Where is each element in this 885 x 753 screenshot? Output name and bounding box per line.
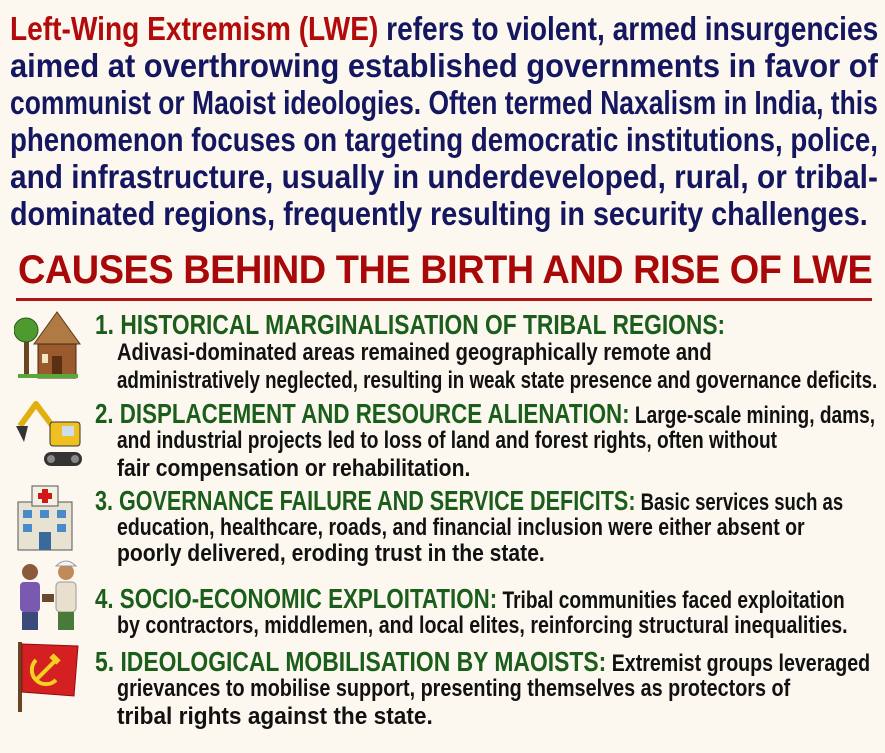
heading-divider [16,298,872,301]
intro-line: dominated regions, frequently resulting in security challenges. [10,195,868,232]
item-text: education, healthcare, roads, and financial inclusion were either absent or [117,514,805,541]
item-title: 3. GOVERNANCE FAILURE AND SERVICE DEFICITS: [95,485,636,516]
item-title: 5. IDEOLOGICAL MOBILISATION BY MAOISTS: [95,646,607,677]
intro-line [10,12,878,45]
item-text: Basic services such as [635,489,844,516]
tribal-hut-icon [14,308,82,382]
hospital-icon [14,482,76,552]
intro-line: and infrastructure, usually in underdeveloped, rural, or tribal- [10,158,878,195]
item-title: 4. SOCIO-ECONOMIC EXPLOITATION: [95,583,498,614]
item-title-line [95,585,845,613]
item-text: grievances to mobilise support, presenting themselves as protectors of [117,675,791,702]
item-title-line [95,400,875,428]
item-title-line [95,487,843,515]
item-text: tribal rights against the state. [117,703,433,730]
item-text: Extremist groups leveraged [606,650,871,677]
item-text: poorly delivered, eroding trust in the state. [117,540,545,567]
hammer-sickle-flag-icon [14,640,82,714]
item-text: by contractors, middlemen, and local elites, reinforcing structural inequalities. [117,612,848,639]
intro-line: communist or Maoist ideologies. Often termed Naxalism in India, this [10,84,878,121]
item-text: and industrial projects led to loss of land and forest rights, often without [117,427,778,454]
intro-text: refers to violent, armed insurgencies [378,10,879,47]
item-title: 1. HISTORICAL MARGINALISATION OF TRIBAL REGIONS: [95,309,726,340]
section-heading: CAUSES BEHIND THE BIRTH AND RISE OF LWE [18,248,873,292]
intro-line: aimed at overthrowing established governments in favor of [10,47,878,84]
item-title: 2. DISPLACEMENT AND RESOURCE ALIENATION: [95,398,630,429]
item-text: Large-scale mining, dams, [629,402,876,429]
intro-lead: Left-Wing Extremism (LWE) [10,10,379,47]
intro-line: phenomenon focuses on targeting democratic institutions, police, [10,121,878,158]
item-text: Tribal communities faced exploitation [497,587,845,614]
item-text: fair compensation or rehabilitation. [117,455,471,482]
exploitation-people-icon [14,558,84,632]
item-text: administratively neglected, resulting in weak state presence and governance deficits. [117,367,878,394]
excavator-icon [14,398,84,472]
item-text: Adivasi-dominated areas remained geographically remote and [117,339,712,366]
item-title-line [95,648,870,676]
